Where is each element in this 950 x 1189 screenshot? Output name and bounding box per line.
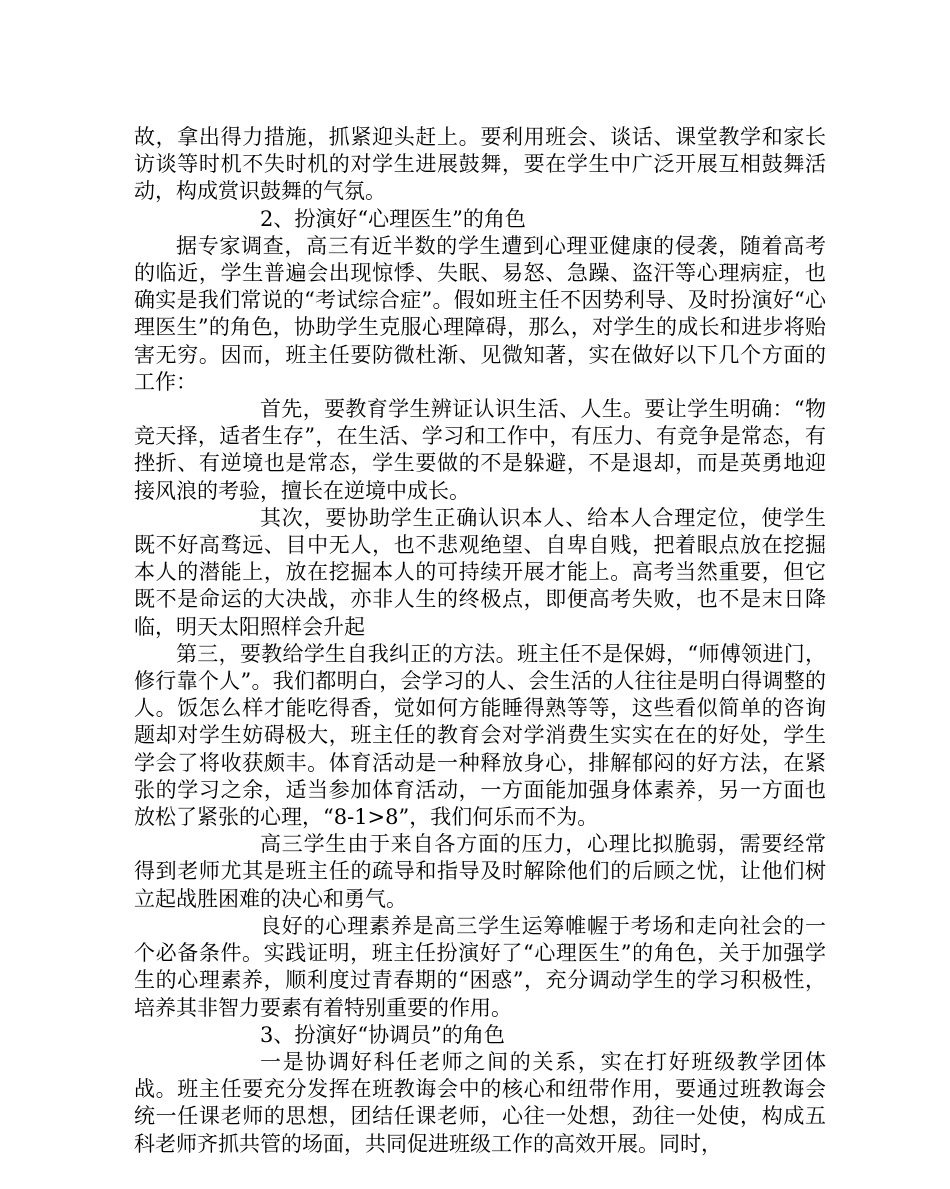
paragraph-survey: 据专家调查，高三有近半数的学生遭到心理亚健康的侵袭，随着高考的临近，学生普遍会出现惊悸、失眠、易怒、急躁、盗汗等心理病症，也确实是我们常说的“考试综合症”。假如班主任不因势利导、及时扮演好“心理医生”的角色，协助学生克服心理障碍，那么，对学生的成长和进步将贻害无穷。因而，班主任要防微杜渐、见微知著，实在做好以下几个方面的工作：: [134, 233, 826, 394]
paragraph-second: 其次，要协助学生正确认识本人、给本人合理定位，使学生既不好高骛远、目中无人，也不悲观绝望、自卑自贱，把着眼点放在挖掘本人的潜能上，放在挖掘本人的可持续开展才能上。高考当然重要，但它既不是命运的大决战，亦非人生的终极点，即便高考失败，也不是末日降临，明天太阳照样会升起: [134, 505, 826, 639]
paragraph-third: 第三，要教给学生自我纠正的方法。班主任不是保姆，“师傅领进门，修行靠个人”。我们都明白，会学习的人、会生活的人往往是明白得调整的人。饭怎么样才能吃得香，觉如何方能睡得熟等等，这些看似简单的咨询题却对学生妨碍极大，班主任的教育会对学消费生实实在在的好处，学生学会了将收获颇丰。体育活动是一种释放身心，排解郁闷的好方法，在紧张的学习之余，适当参加体育活动，一方面能加强身体素养，另一方面也放松了紧张的心理，“8-1>8”，我们何乐而不为。: [134, 641, 826, 830]
paragraph-pressure: 高三学生由于来自各方面的压力，心理比拟脆弱，需要经常得到老师尤其是班主任的疏导和指导及时解除他们的后顾之忧，让他们树立起战胜困难的决心和勇气。: [134, 832, 826, 911]
section-heading-psychologist: 2、扮演好“心理医生”的角色: [260, 206, 526, 231]
section-heading-coordinator: 3、扮演好“协调员”的角色: [260, 1022, 505, 1047]
paragraph-first: 首先，要教育学生辨证认识生活、人生。要让学生明确：“物竞天择，适者生存”，在生活、学习和工作中，有压力、有竞争是常态，有挫折、有逆境也是常态，学生要做的不是躲避，不是退却，而是英勇地迎接风浪的考验，擅长在逆境中成长。: [134, 397, 826, 503]
paragraph-coordinate-teachers: 一是协调好科任老师之间的关系，实在打好班级教学团体战。班主任要充分发挥在班教诲会中的核心和纽带作用，要通过班教诲会统一任课老师的思想，团结任课老师，心往一处想，劲往一处使，构成五科老师齐抓共管的场面，共同促进班级工作的高效开展。同时，: [134, 1049, 826, 1156]
paragraph-intro: 故，拿出得力措施，抓紧迎头赶上。要利用班会、谈话、课堂教学和家长访谈等时机不失时机的对学生进展鼓舞，要在学生中广泛开展互相鼓舞活动，构成赏识鼓舞的气氛。: [134, 125, 826, 204]
document-body: [134, 124, 826, 1158]
paragraph-quality: 良好的心理素养是高三学生运筹帷幄于考场和走向社会的一个必备条件。实践证明，班主任扮演好了“心理医生”的角色，关于加强学生的心理素养，顺利度过青春期的“困惑”，充分调动学生的学习积极性，培养其非智力要素有着特别重要的作用。: [134, 913, 826, 1020]
